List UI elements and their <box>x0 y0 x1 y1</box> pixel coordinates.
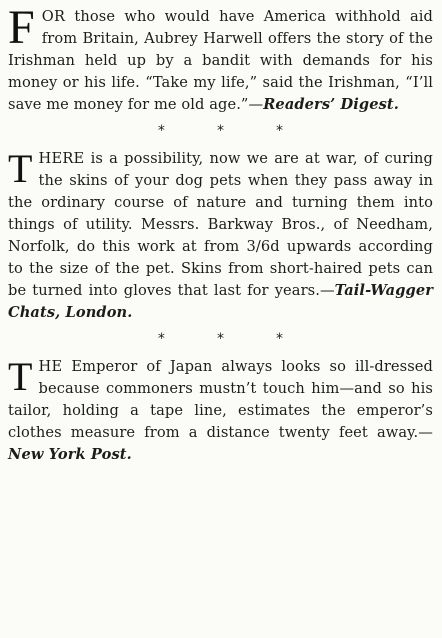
lead-in-caps: HERE <box>38 150 85 167</box>
source-credit: Tail-Wagger Chats, London. <box>8 282 433 321</box>
anecdote-body: Emperor of Japan always looks so ill-dressed because commoners mustn’t touch him—and so his tailor, holding a tape line, estimates the emperor’s clothes measure from a distance twenty feet away.— <box>8 358 433 441</box>
separator-asterisk: * <box>216 123 225 139</box>
section-separator <box>8 328 433 352</box>
anecdote-pet-skins-text <box>8 148 433 324</box>
lead-in-caps: HE <box>38 358 63 375</box>
separator-asterisk: * <box>276 123 284 139</box>
anecdote-emperor-tailor <box>8 356 433 466</box>
anecdote-pet-skins <box>8 148 433 324</box>
source-credit: New York Post. <box>8 446 132 463</box>
anecdote-body: those who would have America withhold aid from Britain, Aubrey Harwell offers the story of the Irishman held up by a bandit with demands for his money or his life. “Take my life,” said the Irishman, “I’ll save me money for me old age.”— <box>8 8 433 113</box>
anecdote-body: is a possibility, now we are at war, of curing the skins of your dog pets when they pass away in the ordinary course of nature and turning them into things of utility. Messrs. Barkway Bros., of Needham, Norfolk, do this work at from 3/6d upwards according to the size of the pet. Skins from short-haired pets can be turned into gloves that last for years.— <box>8 150 433 299</box>
section-separator <box>8 120 433 144</box>
separator-asterisk: * <box>276 331 284 347</box>
separator-asterisk: * <box>216 331 225 347</box>
lead-in-caps: OR <box>41 8 66 25</box>
drop-cap-initial: T <box>8 146 33 191</box>
anecdote-irishman-text <box>8 1 433 116</box>
separator-asterisk: * <box>157 331 165 347</box>
source-credit: Readers’ Digest. <box>263 96 399 113</box>
drop-cap-initial: F <box>8 1 35 54</box>
drop-cap-initial: T <box>8 354 33 399</box>
separator-asterisk: * <box>157 123 165 139</box>
anecdote-irishman <box>8 1 433 116</box>
anecdote-emperor-tailor-text <box>8 356 433 466</box>
